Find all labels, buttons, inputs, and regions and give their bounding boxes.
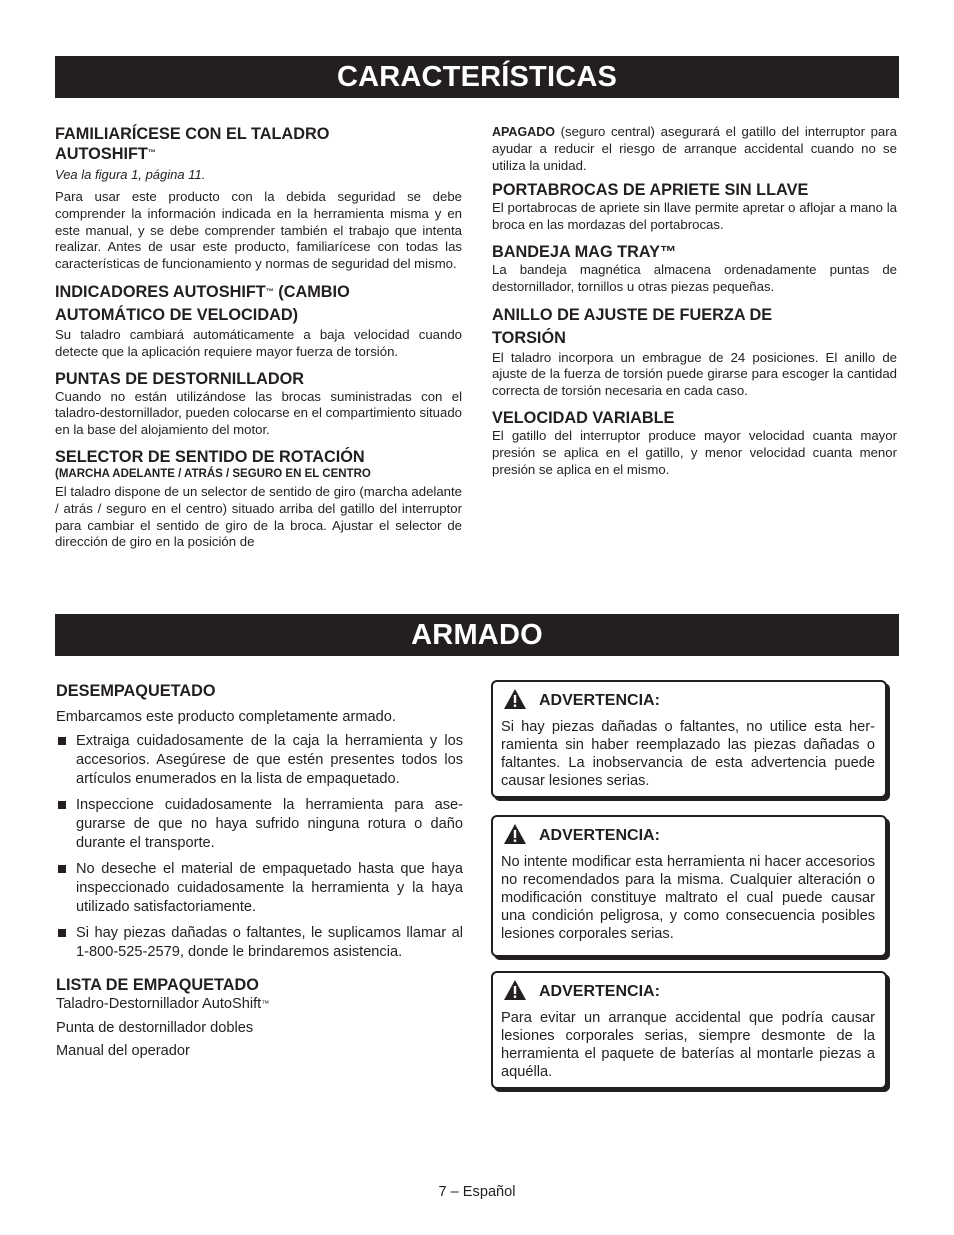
section-title-variable-speed: VELOCIDAD VARIABLE: [492, 408, 675, 427]
warning-title: ADVERTENCIA:: [539, 983, 660, 1000]
title-part: INDICADORES AUTOSHIFT: [55, 282, 266, 301]
list-item-text: Si hay piezas dañadas o faltantes, le suplicamos llamar al 1-800-525-2579, donde le brindaremos asistencia.: [76, 925, 463, 960]
section-title-rotation-selector: SELECTOR DE SENTIDO DE ROTACIÓN: [55, 447, 365, 466]
packing-list-item: Punta de destornillador dobles: [56, 1019, 254, 1036]
section-body-torque-ring: El taladro incorpora un embrague de 24 posiciones. El anillo de ajuste de la fuerza de torsión puede girarse para escoger la cantidad correcta de torsión necesaria en cada caso.: [492, 349, 897, 399]
warning-title: ADVERTENCIA:: [539, 692, 660, 709]
bullet-square-icon: [58, 929, 66, 937]
title-part: (CAMBIO: [273, 282, 350, 301]
title-line: AUTOMÁTICO DE VELOCIDAD): [55, 305, 299, 324]
unpacking-intro: Embarcamos este producto completamente armado.: [56, 709, 396, 725]
trademark: ™: [261, 999, 270, 1008]
features-banner: CARACTERÍSTICAS: [55, 56, 899, 98]
figure-reference: Vea la figura 1, página 11.: [55, 167, 206, 182]
section-body-mag-tray: La bandeja magnética almacena ordenadamente puntas de destornillador, tornillos u otras piezas pequeñas.: [492, 261, 897, 294]
warning-header: [493, 981, 885, 1003]
section-title-torque-ring: [492, 304, 897, 350]
warning-header: [493, 690, 885, 712]
list-item-text: No deseche el material de empaquetado hasta que haya inspeccionado cuidadosamente la herramienta y la haya utilizado satisfactoriamente.: [76, 861, 463, 915]
section-body-bits: Cuando no están utilizándose las brocas suministradas con el taladro-destornillador, pueden colocarse en el compartimiento situado en la base del alojamiento del motor.: [55, 388, 462, 438]
bullet-square-icon: [58, 737, 66, 745]
features-right-column: [492, 124, 897, 478]
section-body-variable-speed: El gatillo del interruptor produce mayor velocidad cuanta mayor presión se aplica en el gatillo, y menor velocidad cuanta menor presión se aplica en el mismo.: [492, 427, 897, 477]
section-title-bits: PUNTAS DE DESTORNILLADOR: [55, 369, 305, 388]
warning-triangle-icon: [503, 979, 527, 1006]
warning-text: No intente modificar esta herramienta ni hacer accesorios no recomendados para la misma. Cualquier alteración o modificación constituye maltrato el cual puede causar una condición peligrosa, y como consecuencia posibles lesiones corporales serias.: [501, 854, 875, 942]
warning-text: Para evitar un arranque accidental que podría causar lesiones corporales serias, siempre desmonte de la herramienta el paquete de baterías al montarle piezas a aquélla.: [501, 1010, 875, 1080]
section-title-mag-tray: BANDEJA MAG TRAY™: [492, 242, 677, 261]
section-body-rotation-continued: [492, 124, 897, 174]
warning-header: [493, 825, 885, 847]
packing-list-item: [56, 995, 463, 1014]
warning-box: [491, 815, 887, 957]
assembly-banner: ARMADO: [55, 614, 899, 656]
section-body-chuck: El portabrocas de apriete sin llave permite apretar o aflojar a mano la broca en las mordazas del portabrocas.: [492, 200, 897, 233]
trademark: ™: [265, 286, 274, 296]
list-item: [56, 860, 463, 917]
packing-list-item: Manual del operador: [56, 1043, 190, 1059]
title-line: ANILLO DE AJUSTE DE FUERZA DE: [492, 305, 773, 324]
section-title-unpacking: DESEMPAQUETADO: [56, 682, 216, 700]
list-item: [56, 796, 463, 853]
warning-text: Si hay piezas dañadas o faltantes, no utilice esta her-ramienta sin haber reemplazado las piezas dañadas o faltantes. La inobservancia de esta advertencia puede causar lesiones serias.: [501, 719, 875, 789]
off-label: APAGADO: [492, 125, 555, 139]
features-left-column: [55, 124, 462, 551]
warning-box: [491, 971, 887, 1089]
section-body-rotation-selector: El taladro dispone de un selector de sentido de giro (marcha adelante / atrás / seguro en el centro) situado arriba del gatillo del interruptor para cambiar el sentido de giro de la broca. Ajustar el selector de dirección de giro en la posición de: [55, 483, 462, 550]
section-body-indicators: Su taladro cambiará automáticamente a baja velocidad cuando detecte que la aplicación requiere mayor fuerza de torsión.: [55, 326, 462, 359]
trademark: ™: [147, 148, 156, 157]
section-title-indicators: [55, 281, 462, 327]
continued-text: (seguro central) asegurará el gatillo del interruptor para ayudar a reducir el riesgo de arranque accidental cuando no se utiliza la unidad.: [492, 124, 897, 173]
title-line: TORSIÓN: [492, 328, 566, 347]
list-item-text: Inspeccione cuidadosamente la herramienta para ase-gurarse de que no haya sufrido ninguna rotura o daño durante el transporte.: [76, 797, 463, 851]
section-title-chuck: PORTABROCAS DE APRIETE SIN LLAVE: [492, 181, 809, 200]
section-title-familiarize: [55, 124, 462, 164]
item-text: Taladro-Destornillador AutoShift: [56, 996, 262, 1012]
section-subtitle-rotation-selector: (MARCHA ADELANTE / ATRÁS / SEGURO EN EL CENTRO: [55, 467, 371, 480]
warning-title: ADVERTENCIA:: [539, 827, 660, 844]
unpacking-list: [56, 732, 463, 962]
list-item: [56, 732, 463, 789]
title-line: AUTOSHIFT: [55, 145, 148, 163]
page-footer: 7 – Español: [438, 1184, 516, 1200]
list-item-text: Extraiga cuidadosamente de la caja la herramienta y los accesorios. Asegúrese de que estén presentes todos los artículos enumerados en la lista de empaquetado.: [76, 733, 463, 787]
section-body-familiarize: Para usar este producto con la debida seguridad se debe comprender la información indicada en la herramienta misma y en este manual, y se debe comprender también el trabajo que intenta realizar. Antes de usar este producto, familiarícese con todas las características de funcionamiento y normas de seguridad del mismo.: [55, 189, 462, 272]
bullet-square-icon: [58, 865, 66, 873]
warning-triangle-icon: [503, 823, 527, 850]
title-line: FAMILIARÍCESE CON EL TALADRO: [55, 125, 330, 143]
warning-triangle-icon: [503, 688, 527, 715]
section-title-packing-list: LISTA DE EMPAQUETADO: [56, 976, 259, 994]
list-item: [56, 924, 463, 962]
bullet-square-icon: [58, 801, 66, 809]
warning-box: [491, 680, 887, 798]
assembly-left-column: [56, 681, 463, 1066]
